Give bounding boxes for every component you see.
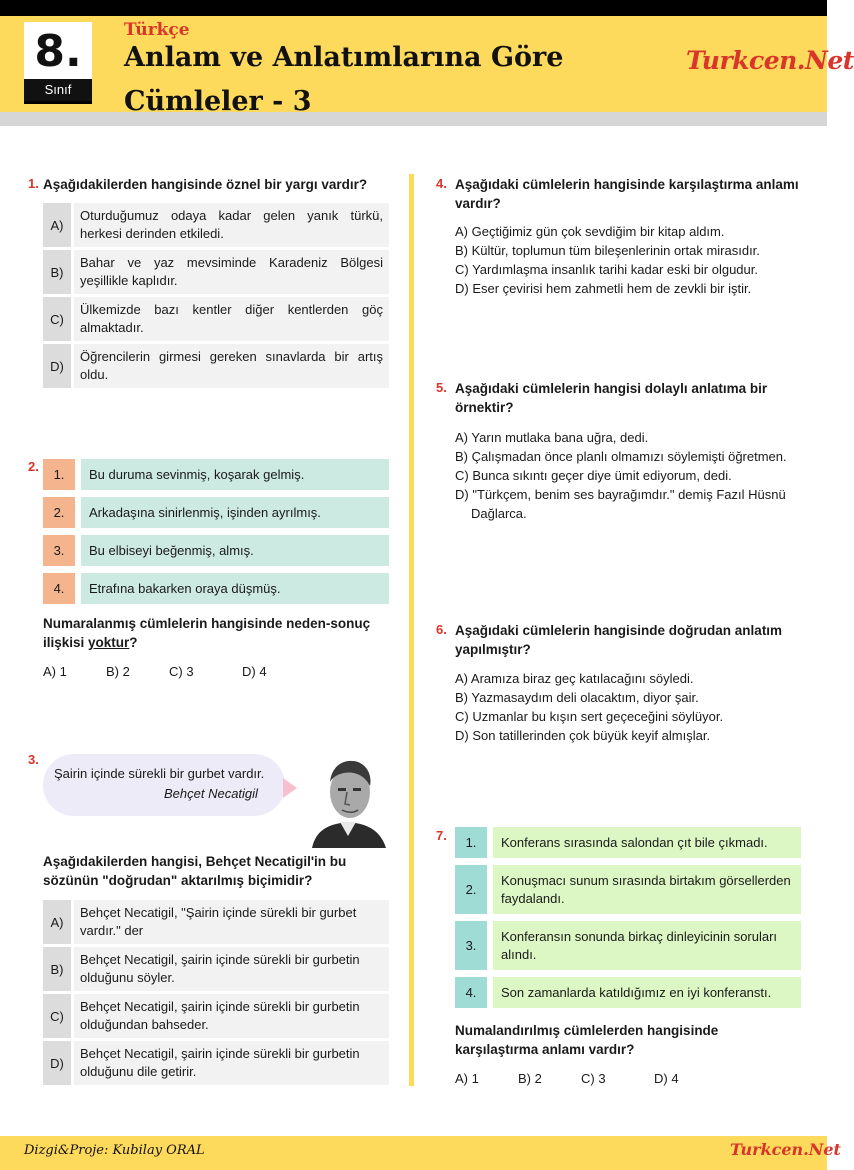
q2-answer-d[interactable]: D) 4 <box>242 664 267 679</box>
grade-badge <box>24 22 92 104</box>
q6-option-d[interactable]: D) Son tatillerinden çok büyük keyif almışlar. <box>455 728 711 743</box>
option-text: Behçet Necatigil, şairin içinde sürekli bir gurbetin olduğunu söyler. <box>74 947 389 991</box>
subject-label: Türkçe <box>124 20 190 40</box>
q7-number: 7. <box>436 828 447 843</box>
item-text: Bu duruma sevinmiş, koşarak gelmiş. <box>81 459 389 490</box>
q4-option-a[interactable]: A) Geçtiğimiz gün çok sevdiğim bir kitap aldım. <box>455 224 725 239</box>
q6-question: Aşağıdaki cümlelerin hangisinde doğrudan anlatım yapılmıştır? <box>455 623 783 657</box>
q7-answer-c[interactable]: C) 3 <box>581 1071 606 1086</box>
item-label: 4. <box>43 573 75 604</box>
q4-option-c[interactable]: C) Yardımlaşma insanlık tarihi kadar eski bir olgudur. <box>455 262 758 277</box>
option-label: D) <box>43 1041 71 1085</box>
option-text: Öğrencilerin girmesi gereken sınavlarda bir artış oldu. <box>74 344 389 388</box>
option-label: B) <box>43 947 71 991</box>
option-label: A) <box>43 203 71 247</box>
item-label: 2. <box>455 865 487 914</box>
quote-text: Şairin içinde sürekli bir gurbet vardır. <box>54 766 265 781</box>
grade-label: Sınıf <box>24 79 92 101</box>
q5-number: 5. <box>436 380 447 395</box>
item-text: Bu elbiseyi beğenmiş, almış. <box>81 535 389 566</box>
q4-option-d[interactable]: D) Eser çevirisi hem zahmetli hem de zevkli bir iştir. <box>455 281 752 296</box>
q3-number: 3. <box>28 752 39 767</box>
q6-option-b[interactable]: B) Yazmasaydım deli olacaktım, diyor şair. <box>455 690 699 705</box>
q2-item-4 <box>43 573 389 604</box>
q7-question: Numalandırılmış cümlelerden hangisinde karşılaştırma anlamı vardır? <box>455 1023 719 1057</box>
q2-number: 2. <box>28 459 39 474</box>
q7-answers <box>455 1071 679 1086</box>
column-divider <box>409 174 414 1086</box>
quote-bubble <box>43 754 285 816</box>
option-text: Behçet Necatigil, şairin içinde sürekli bir gurbetin olduğunu dile getirir. <box>74 1041 389 1085</box>
option-label: B) <box>43 250 71 294</box>
q7-answer-a[interactable]: A) 1 <box>455 1071 479 1086</box>
item-text: Konferans sırasında salondan çıt bile çıkmadı. <box>493 827 801 858</box>
title-line-1: Anlam ve Anlatımlarına Göre <box>124 42 564 73</box>
q1-option-d[interactable] <box>43 344 389 388</box>
q6-options <box>455 669 815 745</box>
option-text: Bahar ve yaz mevsiminde Karadeniz Bölgesi yeşillikle kaplıdır. <box>74 250 389 294</box>
q3-option-d[interactable] <box>43 1041 389 1085</box>
quote-author: Behçet Necatigil <box>164 786 258 801</box>
page-title <box>124 36 604 124</box>
q1-question: Aşağıdakilerden hangisinde öznel bir yargı vardır? <box>43 177 368 192</box>
option-label: A) <box>43 900 71 944</box>
q5-question: Aşağıdaki cümlelerin hangisi dolaylı anlatıma bir örnektir? <box>455 381 768 415</box>
item-label: 2. <box>43 497 75 528</box>
item-label: 1. <box>43 459 75 490</box>
grade-number: 8. <box>34 26 82 77</box>
q3-option-b[interactable] <box>43 947 389 991</box>
title-line-2: Cümleler - 3 <box>124 86 312 117</box>
q2-question-before: Numaralanmış cümlelerin hangisinde neden-sonuç ilişkisi <box>43 616 371 650</box>
footer-brand-logo: Turkcen.Net <box>730 1140 841 1159</box>
q3-option-a[interactable] <box>43 900 389 944</box>
q3-question: Aşağıdakilerden hangisi, Behçet Necatigil'in bu sözünün "doğrudan" aktarılmış biçimidir? <box>43 854 347 888</box>
q2-question <box>43 614 393 652</box>
brand-logo: Turkcen.Net <box>686 46 854 75</box>
q7-item-3 <box>455 921 801 970</box>
author-portrait <box>306 752 390 848</box>
q1-option-b[interactable] <box>43 250 389 294</box>
q5-option-a[interactable]: A) Yarın mutlaka bana uğra, dedi. <box>455 430 649 445</box>
q2-answers <box>43 664 267 679</box>
option-text: Behçet Necatigil, "Şairin içinde sürekli bir gurbet vardır." der <box>74 900 389 944</box>
q2-question-after: ? <box>129 635 138 650</box>
q5-option-c[interactable]: C) Bunca sıkıntı geçer diye ümit ediyorum, dedi. <box>455 468 732 483</box>
q1-option-c[interactable] <box>43 297 389 341</box>
q2-answer-a[interactable]: A) 1 <box>43 664 67 679</box>
option-text: Oturduğumuz odaya kadar gelen yanık türkü, herkesi derinden etkiledi. <box>74 203 389 247</box>
q4-question: Aşağıdaki cümlelerin hangisinde karşılaştırma anlamı vardır? <box>455 177 799 211</box>
q5-option-b[interactable]: B) Çalışmadan önce planlı olmamızı söylemişti öğretmen. <box>455 449 787 464</box>
option-text: Ülkemizde bazı kentler diğer kentlerden göç almaktadır. <box>74 297 389 341</box>
q2-question-underlined: yoktur <box>88 635 130 650</box>
quote-bubble-tail <box>283 778 297 798</box>
q5-options <box>455 428 805 523</box>
q2-item-1 <box>43 459 389 490</box>
item-label: 4. <box>455 977 487 1008</box>
item-text: Arkadaşına sinirlenmiş, işinden ayrılmış. <box>81 497 389 528</box>
item-label: 3. <box>43 535 75 566</box>
item-text: Etrafına bakarken oraya düşmüş. <box>81 573 389 604</box>
q3-option-c[interactable] <box>43 994 389 1038</box>
q6-option-c[interactable]: C) Uzmanlar bu kışın sert geçeceğini söylüyor. <box>455 709 724 724</box>
q2-answer-b[interactable]: B) 2 <box>106 664 130 679</box>
item-label: 1. <box>455 827 487 858</box>
q7-item-4 <box>455 977 801 1008</box>
item-label: 3. <box>455 921 487 970</box>
top-black-bar <box>0 0 827 16</box>
q5-option-d[interactable]: D) "Türkçem, benim ses bayrağımdır." demiş Fazıl Hüsnü Dağlarca. <box>455 487 786 521</box>
q1-number: 1. <box>28 176 39 191</box>
option-label: C) <box>43 297 71 341</box>
q2-item-2 <box>43 497 389 528</box>
q7-answer-b[interactable]: B) 2 <box>518 1071 542 1086</box>
option-label: D) <box>43 344 71 388</box>
option-label: C) <box>43 994 71 1038</box>
item-text: Konuşmacı sunum sırasında birtakım görsellerden faydalandı. <box>493 865 801 914</box>
q4-option-b[interactable]: B) Kültür, toplumun tüm bileşenlerinin ortak mirasıdır. <box>455 243 760 258</box>
q6-number: 6. <box>436 622 447 637</box>
option-text: Behçet Necatigil, şairin içinde sürekli bir gurbetin olduğundan bahseder. <box>74 994 389 1038</box>
q7-item-1 <box>455 827 801 858</box>
q6-option-a[interactable]: A) Aramıza biraz geç katılacağını söyledi. <box>455 671 694 686</box>
q1-option-a[interactable] <box>43 203 389 247</box>
q4-number: 4. <box>436 176 447 191</box>
item-text: Konferansın sonunda birkaç dinleyicinin soruları alındı. <box>493 921 801 970</box>
q2-item-3 <box>43 535 389 566</box>
q2-answer-c[interactable]: C) 3 <box>169 664 194 679</box>
q4-options <box>455 222 815 298</box>
item-text: Son zamanlarda katıldığımız en iyi konferanstı. <box>493 977 801 1008</box>
q7-item-2 <box>455 865 801 914</box>
q7-answer-d[interactable]: D) 4 <box>654 1071 679 1086</box>
footer-credit: Dizgi&Proje: Kubilay ORAL <box>24 1143 205 1158</box>
